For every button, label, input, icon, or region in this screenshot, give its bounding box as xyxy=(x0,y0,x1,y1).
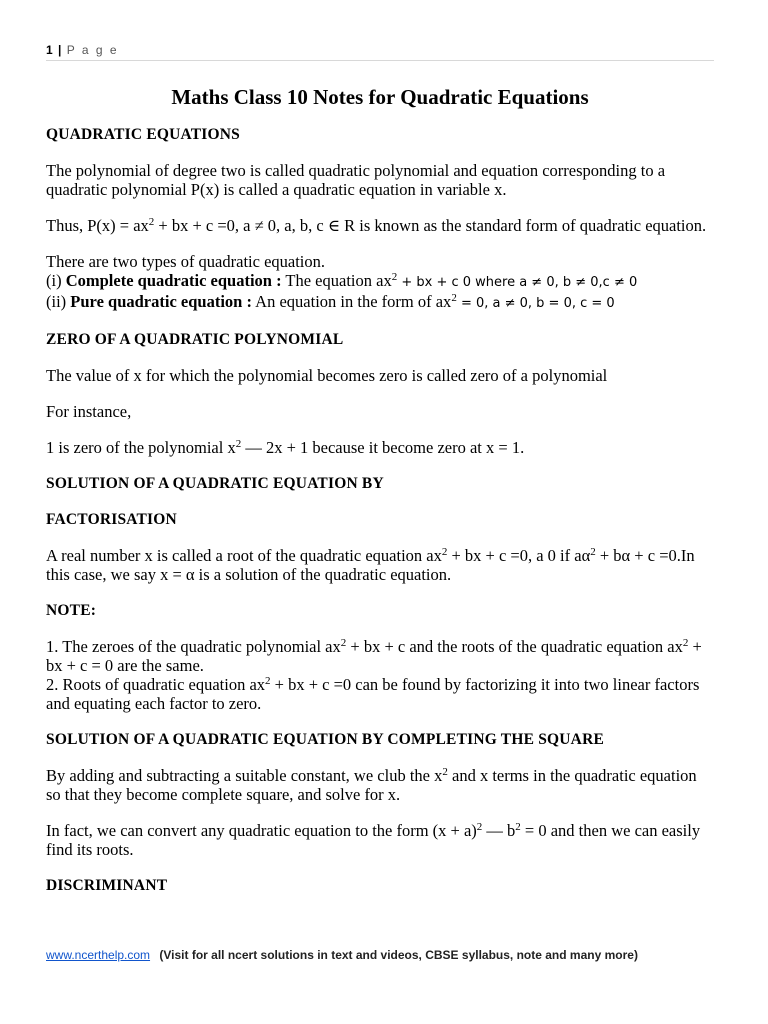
section-heading-quadratic-equations: QUADRATIC EQUATIONS xyxy=(46,126,240,143)
note-item-1: 1. The zeroes of the quadratic polynomial $ax^2$ + bx + c and the roots of the quadratic equation $ax^2$ + bx + c = 0 are the same. xyxy=(46,637,702,675)
section-heading-factorisation-2: FACTORISATION xyxy=(46,511,177,528)
page-separator: | xyxy=(58,43,62,57)
paragraph-standard-form: Thus, $P(x) = ax^2$ + bx + c =0, a ≠ 0, a, b, c ∈ R is known as the standard form of quadratic equation. xyxy=(46,216,707,235)
page-word: P a g e xyxy=(66,43,119,57)
footer-note: (Visit for all ncert solutions in text and videos, CBSE syllabus, note and many more) xyxy=(159,948,638,962)
paragraph-completing-square-2: In fact, we can convert any quadratic equation to the form $(x + a)^2$ — $b^2 = 0$ and then we can easily find its roots. xyxy=(46,821,701,859)
header-divider xyxy=(46,60,714,61)
paragraph-for-instance: For instance, xyxy=(46,402,132,421)
footer-website-link[interactable]: www.ncerthelp.com xyxy=(46,948,151,962)
paragraph-type-pure: (ii) Pure quadratic equation : An equation in the form of $ax^2 = 0$, a ≠ 0, b = 0, c = 0 xyxy=(46,292,615,311)
page-header xyxy=(46,43,119,57)
paragraph-root-definition: A real number x is called a root of the quadratic equation $ax^2$ + bx + c =0, a 0 if $a\alpha^2 + b\alpha + c =0.In$ this case, we say x = α is a solution of the quadratic equation. xyxy=(46,546,695,584)
paragraph-zero-example: 1 is zero of the polynomial $x^2$ — 2x + 1 because it become zero at x = 1. xyxy=(46,438,525,457)
section-heading-zero: ZERO OF A QUADRATIC POLYNOMIAL xyxy=(46,331,344,348)
paragraph-types-intro: There are two types of quadratic equation. xyxy=(46,252,326,271)
paragraph-zero-definition: The value of x for which the polynomial becomes zero is called zero of a polynomial xyxy=(46,366,608,385)
page-number: 1 xyxy=(46,43,53,57)
document-title: Maths Class 10 Notes for Quadratic Equations xyxy=(171,85,589,109)
section-heading-note: NOTE: xyxy=(46,602,97,619)
paragraph-completing-square-1: By adding and subtracting a suitable constant, we club the $x^2$ and x terms in the quadratic equation so that they become complete square, and solve for x. xyxy=(46,766,697,804)
section-heading-factorisation-1: SOLUTION OF A QUADRATIC EQUATION BY xyxy=(46,475,384,492)
section-heading-discriminant: DISCRIMINANT xyxy=(46,877,168,894)
note-item-2: 2. Roots of quadratic equation $ax^2$ + bx + c =0 can be found by factorizing it into two linear factors and equating each factor to zero. xyxy=(46,675,700,713)
paragraph-definition: The polynomial of degree two is called quadratic polynomial and equation corresponding to a quadratic polynomial P(x) is called a quadratic equation in variable x. xyxy=(46,161,666,199)
paragraph-type-complete: (i) Complete quadratic equation : The equation $ax^2$ + bx + c 0 where a ≠ 0, b ≠ 0,c ≠ 0 xyxy=(46,271,638,290)
document-body xyxy=(46,85,714,912)
section-heading-completing-square: SOLUTION OF A QUADRATIC EQUATION BY COMPLETING THE SQUARE xyxy=(46,731,605,748)
page-footer xyxy=(46,948,638,962)
